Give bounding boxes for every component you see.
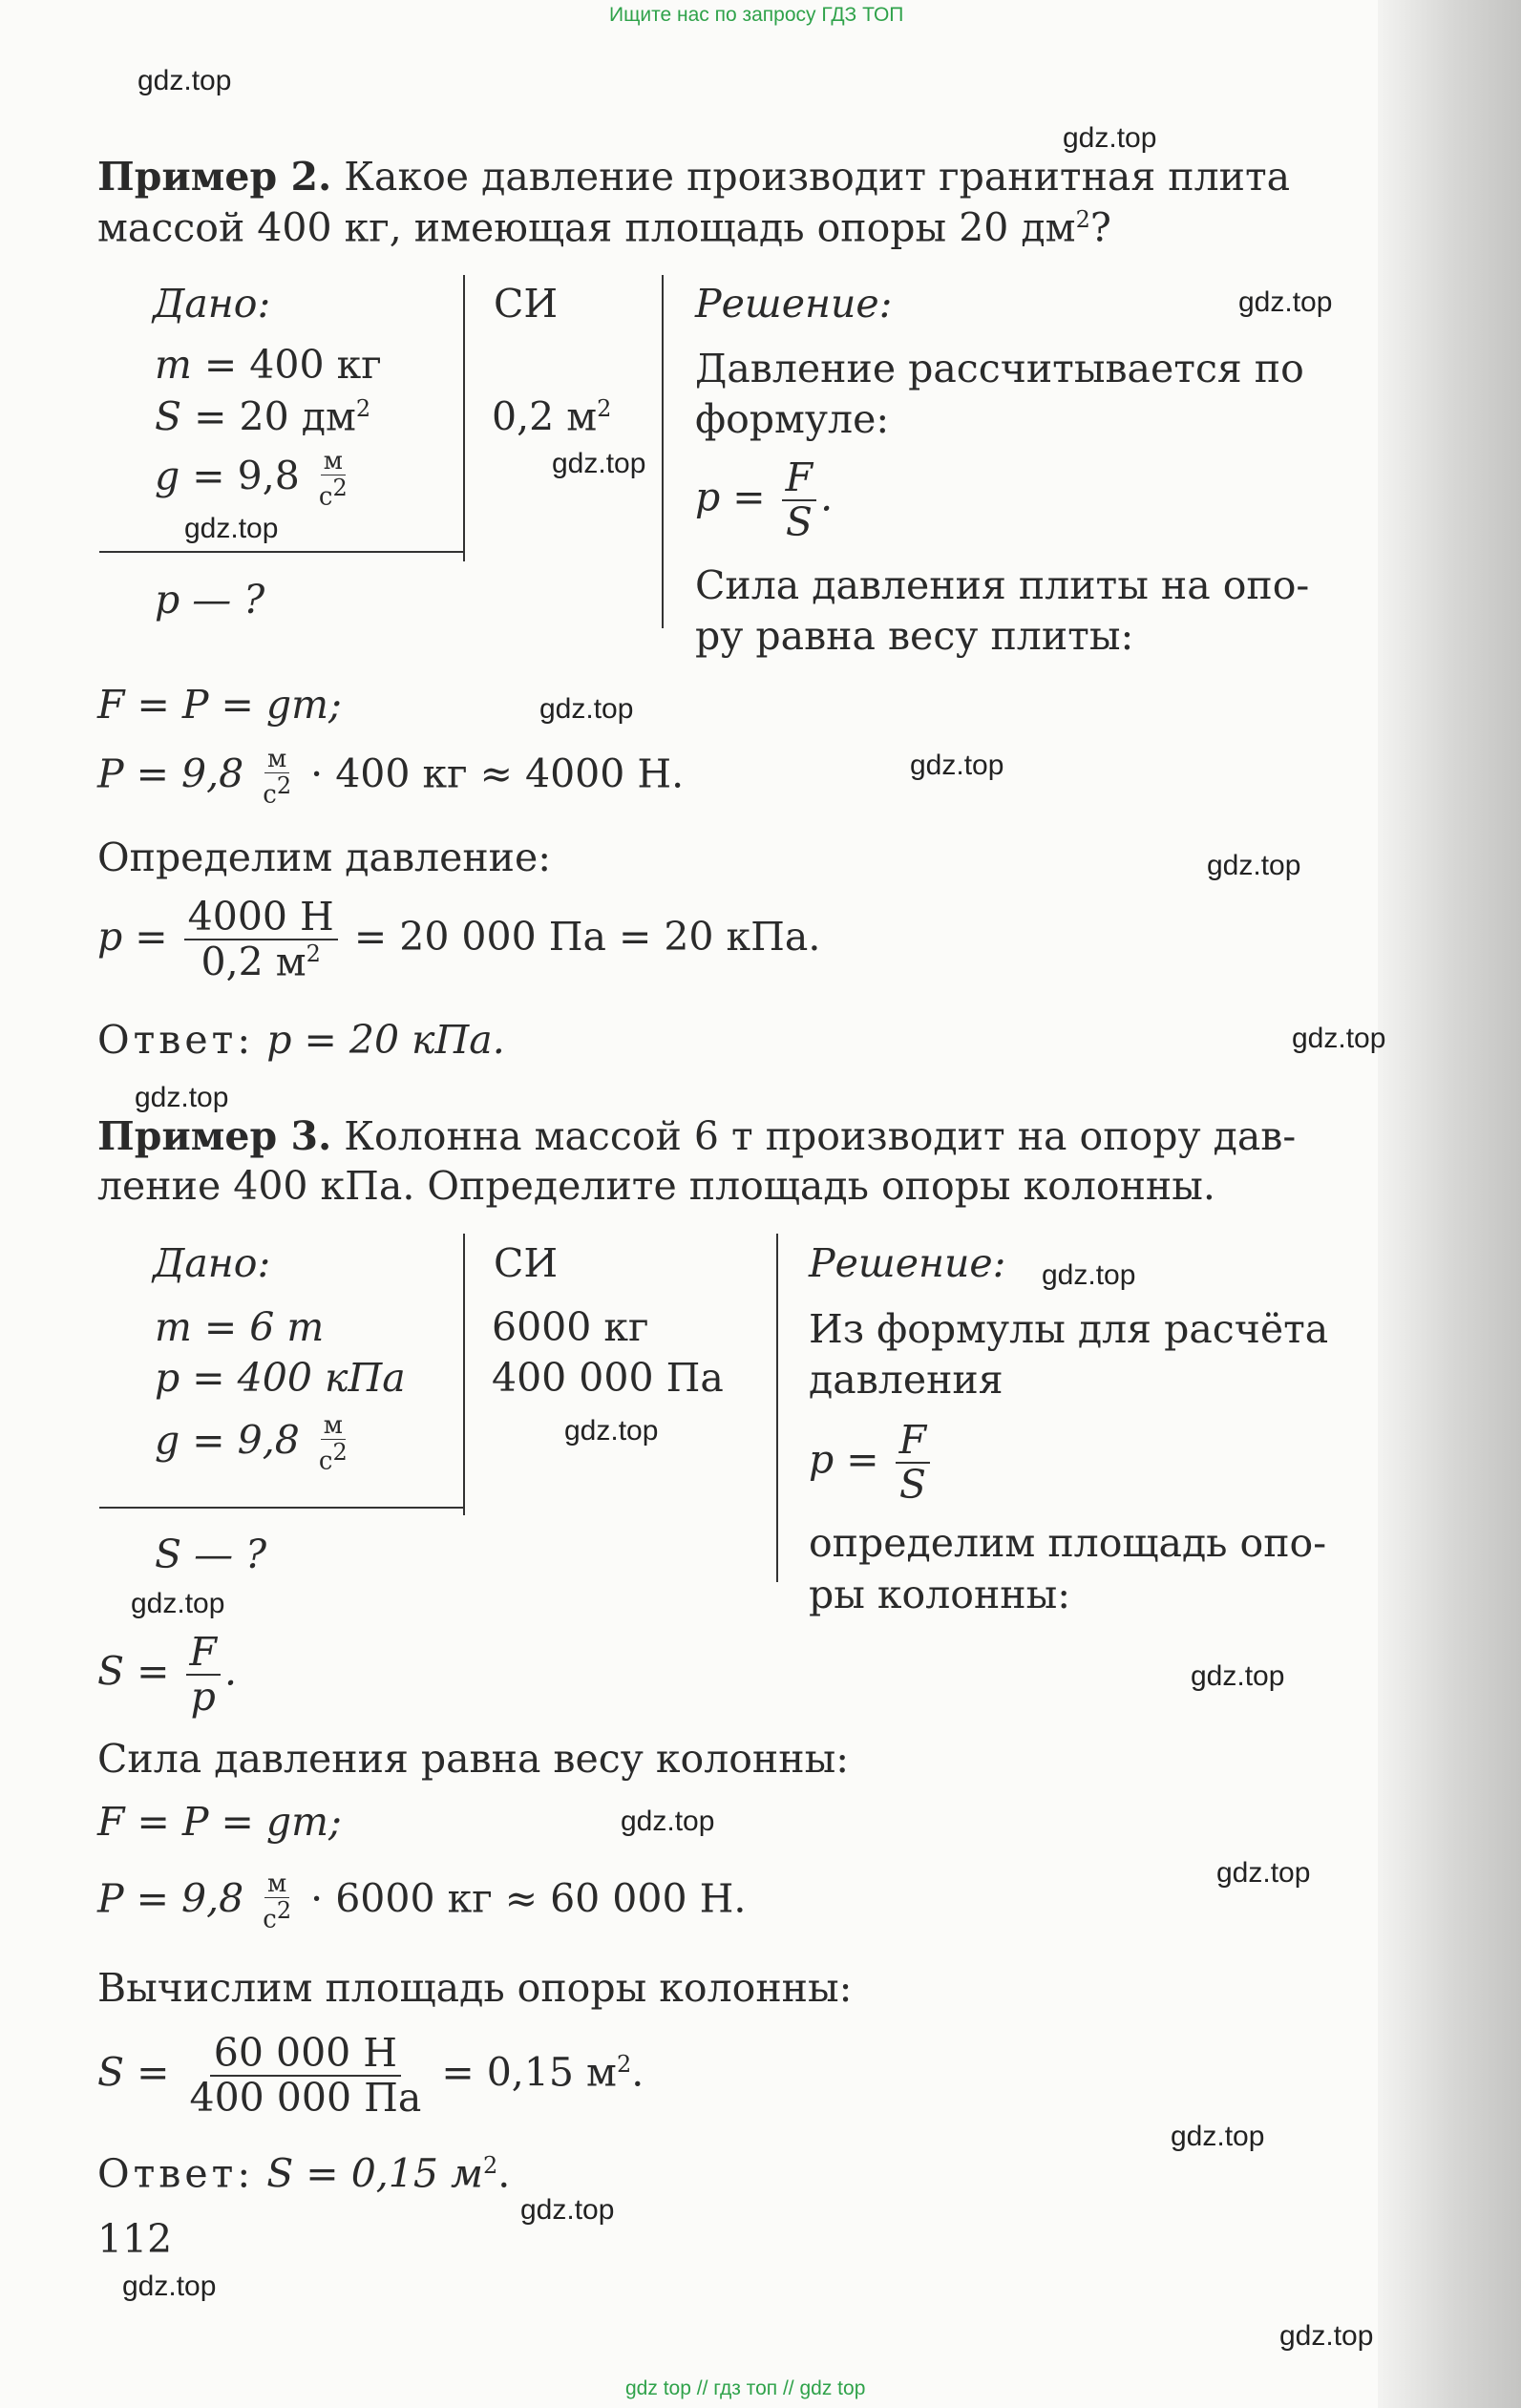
watermark: gdz.top [910, 750, 1004, 781]
si-area: 0,2 $м^2$ [492, 393, 612, 440]
table-divider [463, 275, 465, 561]
footer-links: gdz top // гдз топ // gdz top [625, 2377, 866, 2399]
example-3-line-1: Пример 3. Колонна массой 6 т производит на опору дав- [97, 1113, 1297, 1159]
watermark: gdz.top [1171, 2121, 1265, 2152]
watermark: gdz.top [137, 65, 232, 96]
watermark: gdz.top [1279, 2320, 1374, 2352]
pressure-formula: p = $\frac{F}{S}$ . [695, 454, 834, 545]
answer-example-2: Ответ: p = 20 кПа. [97, 1017, 505, 1063]
solution-line: Сила давления плиты на опо- [695, 562, 1310, 608]
given-header: Дано: [153, 1240, 271, 1286]
table-divider [662, 275, 664, 628]
area-formula: S = $\frac{F}{p}$ . [97, 1629, 238, 1720]
solution-header: Решение: [809, 1240, 1006, 1286]
watermark: gdz.top [1238, 286, 1333, 318]
solution-line: определим площадь опо- [809, 1520, 1327, 1566]
pressure-formula: p = $\frac{F}{S}$ [809, 1421, 934, 1505]
footer-link[interactable]: gdz top [799, 2377, 866, 2399]
watermark: gdz.top [1292, 1023, 1386, 1054]
solution-line: давления [809, 1357, 1003, 1403]
watermark: gdz.top [184, 513, 279, 544]
watermark: gdz.top [539, 693, 634, 725]
watermark: gdz.top [122, 2271, 217, 2302]
example-2-line-1: Пример 2. Какое давление производит гранитная плита [97, 154, 1291, 200]
top-banner-link[interactable]: Ищите нас по запросу ГДЗ ТОП [609, 4, 904, 26]
watermark: gdz.top [621, 1806, 715, 1837]
solution-header: Решение: [695, 281, 893, 327]
example-3-line-2: ление 400 кПа. Определите площадь опоры колонны. [97, 1163, 1215, 1209]
si-mass: 6000 кг [492, 1304, 649, 1350]
si-pressure: 400 000 Па [492, 1355, 724, 1401]
watermark: gdz.top [1207, 850, 1301, 881]
table-divider [463, 1234, 465, 1515]
watermark: gdz.top [1042, 1259, 1136, 1291]
given-header: Дано: [153, 281, 271, 327]
compute-area-text: Вычислим площадь опоры колонны: [97, 1965, 853, 2011]
solution-line: Давление рассчитывается по [695, 346, 1304, 391]
si-header: СИ [494, 281, 559, 327]
si-header: СИ [494, 1240, 559, 1286]
solution-line: формуле: [695, 396, 890, 442]
watermark: gdz.top [135, 1082, 229, 1113]
given-mass: m = 6 т [155, 1304, 325, 1350]
given-mass: m = 400 кг [155, 342, 382, 388]
example-2-line-2: массой 400 кг, имеющая площадь опоры 20 $дм^2$? [97, 204, 1111, 251]
watermark: gdz.top [1216, 1857, 1311, 1889]
table-divider [99, 1507, 465, 1509]
given-pressure: p = 400 кПа [155, 1355, 406, 1401]
weight-text: Сила давления равна весу колонны: [97, 1736, 850, 1782]
table-divider [99, 551, 465, 553]
weight-calculation: P = 9,8 $\frac{м}{с^2}$ · 6000 кг ≈ 60 000 Н. [97, 1869, 747, 1934]
force-weight-equation: F = P = gm; [97, 682, 342, 728]
answer-example-3: Ответ: S = 0,15 $м^2$. [97, 2150, 511, 2197]
force-weight-equation: F = P = gm; [97, 1799, 342, 1845]
solution-line: Из формулы для расчёта [809, 1306, 1329, 1352]
find-pressure: p — ? [155, 577, 265, 623]
given-area: S = 20 $дм^2$ [155, 393, 371, 440]
watermark: gdz.top [1191, 1660, 1285, 1692]
solution-line: ры колонны: [809, 1572, 1071, 1617]
watermark: gdz.top [131, 1588, 225, 1619]
given-g: g = 9,8 $\frac{м}{с^2}$ [155, 1411, 348, 1476]
define-pressure-text: Определим давление: [97, 834, 552, 880]
unit-fraction: $\frac{м}{с^2}$ [318, 447, 348, 512]
watermark: gdz.top [552, 448, 646, 479]
watermark: gdz.top [564, 1415, 659, 1447]
given-g: g = 9,8 $\frac{м}{с^2}$ [155, 449, 354, 510]
footer-link[interactable]: gdz top [625, 2377, 691, 2399]
table-divider [776, 1234, 778, 1582]
footer-link[interactable]: гдз топ [713, 2377, 778, 2399]
find-area: S — ? [155, 1531, 267, 1577]
weight-calculation: P = 9,8 $\frac{м}{с^2}$ · 400 кг ≈ 4000 Н. [97, 745, 685, 810]
page-edge-shadow [1378, 0, 1521, 2408]
watermark: gdz.top [1063, 122, 1157, 154]
page-number: 112 [97, 2216, 173, 2262]
area-calculation: S = $\frac{60 000 Н}{400 000 Па}$ = 0,15 $м^2$. [97, 2030, 644, 2121]
solution-line: ру равна весу плиты: [695, 613, 1134, 659]
pressure-calculation: p = $\frac{4000 Н}{0,2 м^2}$ = 20 000 Па = 20 кПа. [97, 894, 821, 985]
watermark: gdz.top [520, 2194, 615, 2226]
